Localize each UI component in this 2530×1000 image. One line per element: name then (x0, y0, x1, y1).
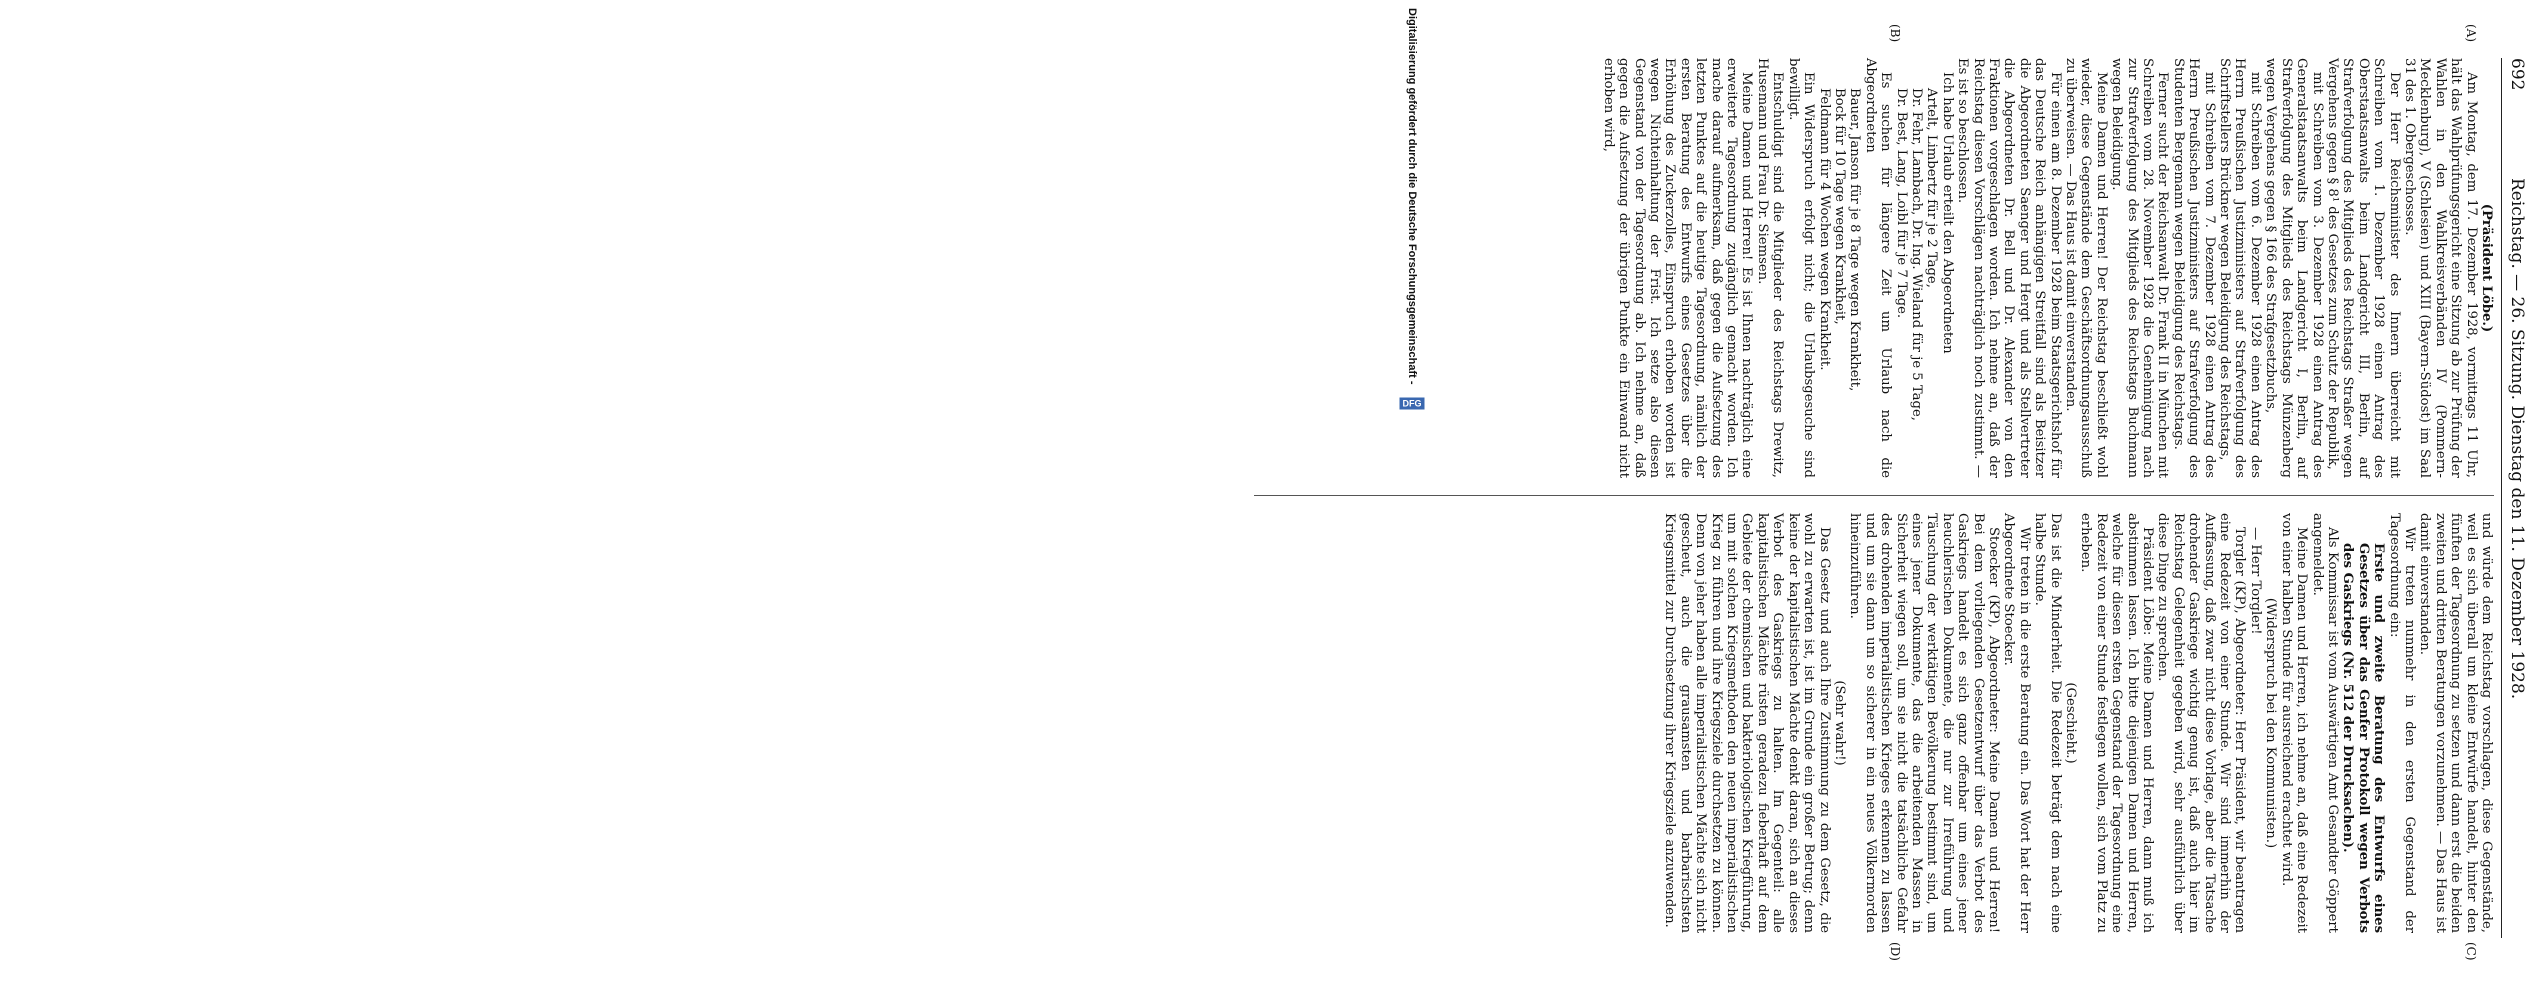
paragraph: (Präsident Löbe.) (2479, 203, 2494, 333)
paragraph: Als Kommissar ist vom Auswärtigen Amt Gesandter Göppert angemeldet. (2309, 513, 2340, 933)
page-title: Reichstag. — 26. Sitzung. Dienstag den 11. Dezember 1928. (2507, 178, 2527, 700)
page-header (2504, 58, 2530, 938)
rotated-page-content (1250, 24, 2530, 961)
paragraph: mit Schreiben vom 7. Dezember 1928 einen Antrag des Herrn Preußischen Justizministers auf Strafverfolgung des Studenten Bergemann wegen Beleidigung des Reichstags. (2170, 58, 2217, 478)
speech-paragraph: Das Gesetz und auch Ihre Zustimmung zu dem Gesetz, die wohl zu erwarten ist, ist im Grunde ein großer Betrug; denn keine der kapitalistischen Mächte denkt daran, sich an dieses Verbot des Gaskriegs zu halten. Im Gegenteil: alle kapitalistischen Mächte rüsten geradezu fieberhaft auf dem Gebiete der chemischen und bakteriologischen Kriegführung, um mit solchen Kriegsmethoden den neuen imperialistischen Krieg zu führen und ihre Kriegsziele durchsetzen zu können. Denn von jeher haben alle imperialistischen Mächte sich nicht gescheut, auch die grausamsten und barbarischsten Kriegsmittel zur Durchsetzung ihrer Kriegsziele anzuwenden. (1662, 513, 1832, 933)
page-number: 692 (2507, 58, 2527, 91)
speech-paragraph: Präsident Löbe: Meine Damen und Herren, dann muß ich abstimmen lassen. Ich bitte diejenigen Damen und Herren, welche für diesen ersten Gegenstand der Tagesordnung eine Redezeit von einer Stunde festlegen wollen, sich vom Platz zu erheben. (2078, 513, 2156, 933)
interjection: (Sehr wahr!) (1831, 680, 1847, 766)
left-column (1600, 58, 2494, 478)
paragraph: Für einen am 8. Dezember 1928 beim Staatsgerichtshof für das Deutsche Reich anhängigen Streitfall sind als Beisitzer die Abgeordneten Saenger und Hergt und als Stellvertreter die Abgeordneten Dr. Bell und Dr. Alexander von den Fraktionen vorgeschlagen worden. Ich nehme an, daß der Reichstag diesen Vorschlägen nachträglich noch zustimmt. — Es ist so beschlossen. (1955, 58, 2063, 478)
dfg-logo: DFG (1400, 397, 1425, 409)
paragraph: Es suchen für längere Zeit um Urlaub nach die Abgeordneten (1862, 58, 1894, 478)
paragraph: Ich habe Urlaub erteilt den Abgeordneten (1939, 72, 1955, 354)
paragraph: Wir treten in die erste Beratung ein. Das Wort hat der Herr Abgeordnete Stoecker. (2001, 513, 2032, 933)
header-rule (2501, 58, 2502, 938)
list-item: Feldmann für 4 Wochen wegen Krankheit. (1816, 88, 1832, 371)
paragraph: Ferner sucht der Reichsanwalt Dr. Frank II in München mit Schreiben vom 28. November 1928 die Genehmigung nach zur Strafverfolgung des Mitglieds des Reichstags Buchmann wegen Beleidigung. (2109, 58, 2171, 478)
dfg-credit (1402, 8, 1422, 416)
paragraph: Das ist die Minderheit. Die Redezeit beträgt dem nach eine halbe Stunde. (2032, 513, 2063, 933)
margin-marker-d: (D) (1888, 942, 1902, 961)
right-column (1662, 513, 2494, 933)
paragraph: Meine Damen und Herren, ich nehme an, daß eine Redezeit von einer halben Stunde für ausreichend erachtet wird. (2278, 513, 2310, 933)
paragraph: Wir treten nunmehr in den ersten Gegenstand der Tagesordnung ein: (2386, 513, 2417, 933)
credit-text: Digitalisierung gefördert durch die Deutsche Forschungsgemeinschaft - (1406, 8, 1418, 385)
margin-marker-c: (C) (2464, 942, 2478, 961)
margin-marker-a: (A) (2464, 24, 2478, 43)
list-item: Dr. Best, Lang, Loibl für je 7 Tage. (1893, 88, 1909, 319)
paragraph: und würde dem Reichstag vorschlagen, diese Gegenstände, weil es sich überall um kleine Entwürfe handelt, hinter den fünften der Tagesordnung zu setzen und dann erst die beiden zweiten und dritten Beratungen vorzunehmen. — Das Haus ist damit einverstanden. (2417, 513, 2494, 933)
interjection: (Widerspruch bei den Kommunisten.) (2263, 597, 2279, 849)
paragraph: — Herr Torgler! (2247, 527, 2263, 635)
paragraph: mit Schreiben vom 6. Dezember 1928 einen Antrag des Herrn Preußischen Justizministers auf Strafverfolgung des Schriftstellers Brückner wegen Beleidigung des Reichstags, (2217, 58, 2263, 478)
list-item: Bock für 10 Tage wegen Krankheit, (1831, 88, 1847, 325)
paragraph: Meine Damen und Herren! Der Reichstag beschließt wohl wieder, diese Gegenstände dem Geschäftsordnungsausschuß zu überweisen. — Das Haus ist damit einverstanden. (2063, 58, 2109, 478)
list-item: Bauer, Janson für je 8 Tage wegen Krankheit, (1847, 88, 1863, 392)
agenda-item: Erste und zweite Beratung des Entwurfs eines Gesetzes über das Genfer Protokoll wegen Verbots des Gaskriegs (Nr. 512 der Drucksachen). (2340, 543, 2387, 933)
paragraph: Ein Widerspruch erfolgt nicht; die Urlaubsgesuche sind bewilligt. (1785, 58, 1817, 478)
speech-paragraph: Stoecker (KP), Abgeordneter: Meine Damen und Herren! Bei dem vorliegenden Gesetzentwurf über das Verbot des Gaskriegs handelt es sich ganz offenbar um eines jener heuchlerischen Dokumente, die nur zur Irreführung und Täuschung der werktätigen Bevölkerung bestimmt sind, um eines jener Dokumente, das die arbeitenden Massen in Sicherheit wiegen soll, um sie nicht die tatsächliche Gefahr des drohenden imperialistischen Krieges erkennen zu lassen und um sie dann um so sicherer in ein neues Völkermorden hineinzuführen. (1847, 513, 2001, 933)
paragraph: Meine Damen und Herren! Es ist Ihnen nachträglich eine erweiterte Tagesordnung zugänglich gemacht worden. Ich mache darauf aufmerksam, daß gegen die Aufsetzung des letzten Punktes auf die heutige Tagesordnung, nämlich der ersten Beratung des Entwurfs eines Gesetzes über die Erhöhung des Zuckerzolles, Einspruch erhoben worden ist wegen Nichteinhaltung der Frist. Ich setze also diesen Gegenstand von der Tagesordnung ab. Ich nehme an, daß gegen die Aufsetzung der übrigen Punkte ein Einwand nicht erhoben wird, (1600, 58, 1755, 478)
margin-marker-b: (B) (1888, 24, 1902, 43)
paragraph: mit Schreiben vom 3. Dezember 1928 einen Antrag des Generalstaatsanwalts beim Landgericht I, Berlin, auf Strafverfolgung des Mitglieds des Reichstags Münzenberg wegen Vergehens gegen § 166 des Strafgesetzbuchs, (2263, 58, 2325, 478)
column-divider (1254, 495, 2494, 496)
list-item: Dr. Fehr, Lambach, Dr. Ing. Wieland für je 5 Tage, (1908, 88, 1924, 421)
list-item: Artelt, Limbertz für je 2 Tage, (1924, 88, 1940, 288)
paragraph: Am Montag, dem 17. Dezember 1928, vormittags 11 Uhr, hält das Wahlprüfungsgericht eine Sitzung ab zur Prüfung der Wahlen in den Wahlkreisverbänden IV (Pommern-Mecklenburg), V (Schlesien) und XIII (Bayern-Südost) im Saal 31 des 1. Obergeschosses. (2401, 58, 2479, 478)
speech-paragraph: Torgler (KP), Abgeordneter: Herr Präsident, wir beantragen eine Redezeit von einer Stunde. Wir sind immerhin der Auffassung, daß zwar nicht diese Vorlage, aber die Tatsache drohender Gaskriege wichtig genug ist, daß auch hier im Reichstag Gelegenheit gegeben wird, sehr ausführlich über diese Dinge zu sprechen. (2155, 513, 2248, 933)
paragraph: Der Herr Reichsminister des Innern überreicht mit Schreiben vom 1. Dezember 1928 einen Antrag des Oberstaatsanwalts beim Landgericht III, Berlin, auf Strafverfolgung des Mitglieds des Reichstags Straßer wegen Vergehens gegen § 8¹ des Gesetzes zum Schutz der Republik, (2324, 58, 2402, 478)
interjection: (Geschieht.) (2063, 682, 2079, 764)
paragraph: Entschuldigt sind die Mitglieder des Reichstags Drewitz, Husemann und Frau Dr. Siemsen. (1754, 58, 1786, 478)
